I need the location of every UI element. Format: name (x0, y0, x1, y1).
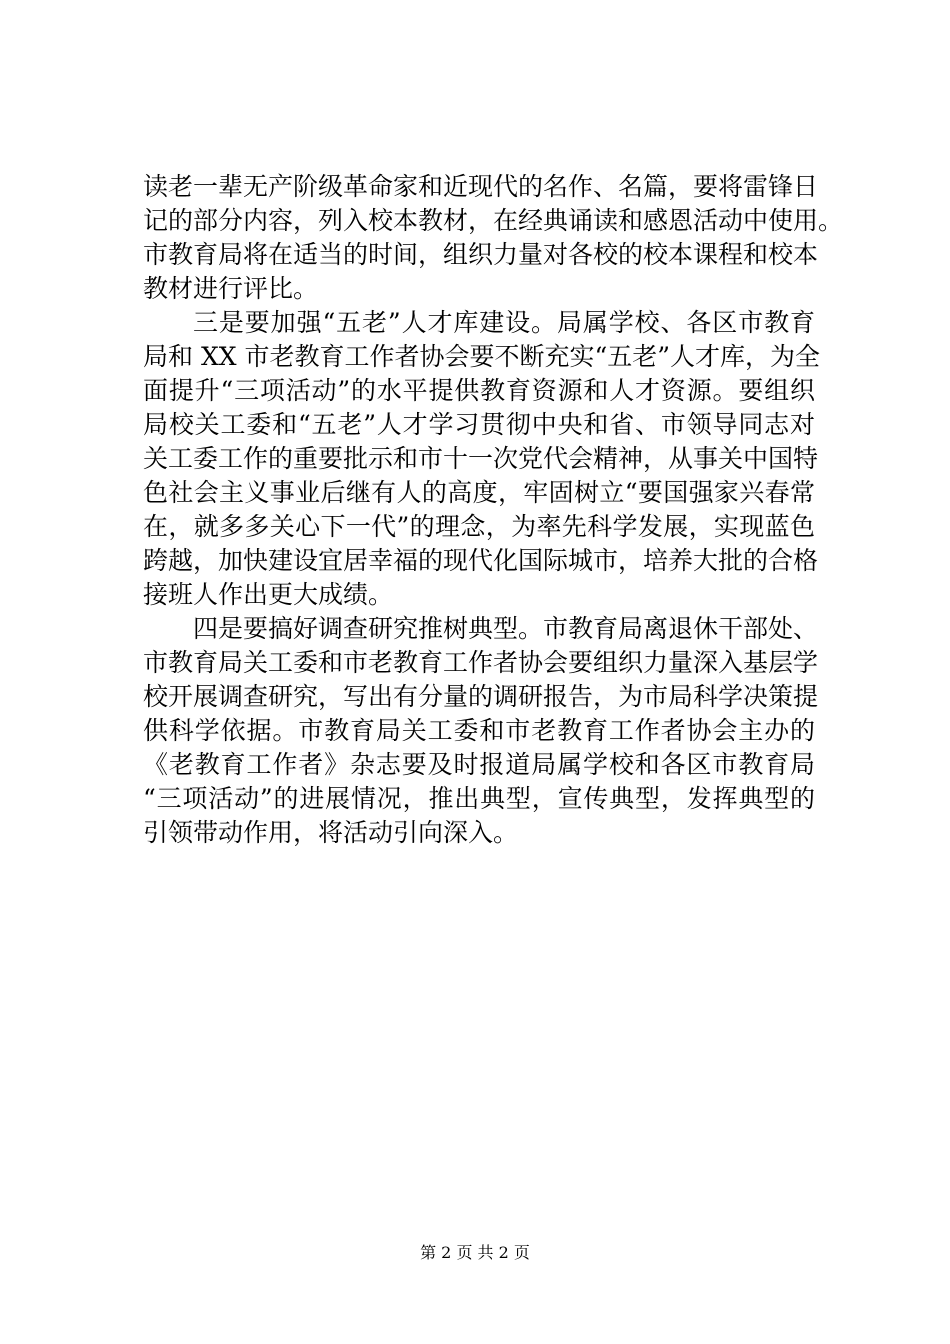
text-line: 引领带动作用，将活动引向深入。 (143, 818, 519, 847)
paragraph-talent-pool (143, 306, 821, 612)
text-line: 在，就多多关心下一代”的理念，为率先科学发展，实现蓝色 (143, 512, 815, 541)
text-line: 记的部分内容，列入校本教材，在经典诵读和感恩活动中使用。 (143, 206, 844, 235)
text-line: 关工委工作的重要批示和市十一次党代会精神，从事关中国特 (143, 444, 819, 473)
text-line: 局校关工委和“五老”人才学习贯彻中央和省、市领导同志对 (143, 410, 815, 439)
text-line: 市教育局关工委和市老教育工作者协会要组织力量深入基层学 (143, 648, 819, 677)
page-number-footer: 第 2 页 共 2 页 (420, 1243, 530, 1262)
text-line: 市教育局将在适当的时间，组织力量对各校的校本课程和校本 (143, 240, 819, 269)
text-line: 色社会主义事业后继有人的高度，牢固树立“要国强家兴春常 (143, 478, 815, 507)
text-line: 校开展调查研究，写出有分量的调研报告，为市局科学决策提 (143, 682, 819, 711)
text-line: 局和 XX 市老教育工作者协会要不断充实“五老”人才库，为全 (143, 342, 821, 371)
text-line: 接班人作出更大成绩。 (143, 580, 394, 609)
paragraph-research (143, 612, 819, 850)
text-line: 读老一辈无产阶级革命家和近现代的名作、名篇，要将雷锋日 (143, 172, 819, 201)
text-line: 三是要加强“五老”人才库建设。局属学校、各区市教育 (193, 308, 815, 337)
paragraph-continuation (143, 170, 844, 306)
text-line: 供科学依据。市教育局关工委和市老教育工作者协会主办的 (143, 716, 815, 745)
text-line: 面提升“三项活动”的水平提供教育资源和人才资源。要组织 (143, 376, 815, 405)
text-line: 四是要搞好调查研究推树典型。市教育局离退休干部处、 (193, 614, 819, 643)
document-body (143, 170, 844, 850)
text-line: “三项活动”的进展情况，推出典型，宣传典型，发挥典型的 (143, 784, 815, 813)
text-line: 《老教育工作者》杂志要及时报道局属学校和各区市教育局 (143, 750, 815, 779)
text-line: 跨越，加快建设宜居幸福的现代化国际城市，培养大批的合格 (143, 546, 819, 575)
text-line: 教材进行评比。 (143, 274, 319, 303)
